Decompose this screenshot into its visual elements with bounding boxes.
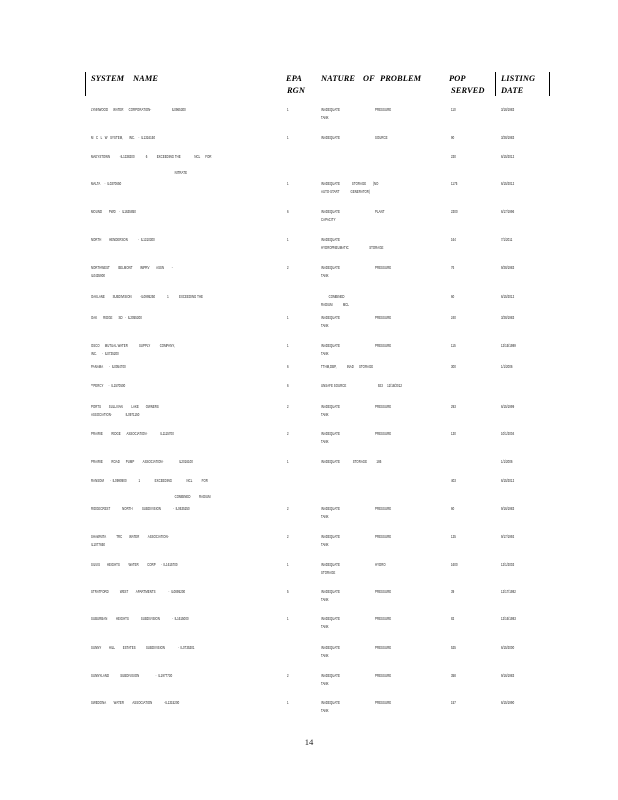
- system-name-line: SUNNY HILL ESTATES SUBDIVISION - IL0735301: [91, 645, 195, 650]
- system-name-line: MOUND PWD - IL1635850: [91, 209, 136, 214]
- nature-line: INADEQUATE: [321, 616, 340, 621]
- listing-date: 9/17/1992: [501, 534, 515, 539]
- nature-line: INADEQUATE: [321, 534, 340, 539]
- listing-date: 3/28/1983: [501, 135, 515, 140]
- header-name: NAME: [133, 74, 159, 83]
- nature-line: UNSAFE SOURCE 923 12/18/2012: [321, 383, 402, 388]
- system-name-line: OAK RIDGE SD - IL2055300: [91, 315, 142, 320]
- problem-type: PRESSURE: [375, 343, 392, 348]
- system-name-line: SHAWNITA TRC WATER ASSOCIATION-: [91, 534, 169, 539]
- listing-date: 6/15/2000: [501, 645, 515, 650]
- header-nature: NATURE: [321, 74, 356, 83]
- epa-region: 1: [287, 107, 289, 112]
- system-name-line: IL0435900: [91, 273, 106, 278]
- problem-type: PRESSURE: [375, 645, 392, 650]
- nature-line: TANK: [321, 273, 329, 278]
- system-name-line: PRAIRIE RIDGE ASSOCIATION- IL1115700: [91, 431, 174, 436]
- system-name-line: OAKLANE SUBDIVISION -IL0995250 1 EXCEEDING THE: [91, 294, 204, 299]
- population-served: 110: [451, 107, 456, 112]
- listing-date: 12/16/1983: [501, 616, 516, 621]
- problem-type: PRESSURE: [375, 616, 392, 621]
- system-name-line: PANAMA - IL0054700: [91, 364, 126, 369]
- population-served: 164: [451, 237, 456, 242]
- population-served: 403: [451, 478, 456, 483]
- system-name-line: ASSOCIATION- IL0971150: [91, 412, 140, 417]
- problem-type: PRESSURE: [375, 431, 392, 436]
- population-served: 300: [451, 364, 456, 369]
- nature-line: TANK: [321, 708, 329, 713]
- nature-line: INADEQUATE: [321, 431, 340, 436]
- nature-line: CAPACITY: [321, 217, 336, 222]
- nature-line: INADEQUATE: [321, 562, 340, 567]
- listing-date: 9/28/1983: [501, 265, 515, 270]
- listing-date: 12/1/2003: [501, 562, 515, 567]
- nature-line: INADEQUATE: [321, 700, 340, 705]
- problem-type: PRESSURE: [375, 265, 392, 270]
- header-pop: POP: [449, 74, 466, 83]
- epa-region: 1: [287, 343, 289, 348]
- problem-type: PRESSURE: [375, 534, 392, 539]
- system-name-line: PRAIRIE ROAD PUMP ASSOCIATION- IL2016100: [91, 459, 193, 464]
- epa-region: 2: [287, 431, 289, 436]
- population-served: 1175: [451, 181, 458, 186]
- system-name-line: RANSOM - IL0990900 1 EXCEEDING NCL FOR: [91, 478, 208, 483]
- nature-line: STORAGE: [321, 570, 336, 575]
- epa-region: 1: [287, 562, 289, 567]
- epa-region: 1: [287, 237, 289, 242]
- listing-date: 7/1/2011: [501, 237, 513, 242]
- epa-region: 1: [287, 181, 289, 186]
- system-name-line: STRATFORD WEST APARTMENTS - IL0895200: [91, 589, 186, 594]
- system-name-line: SWEDONA WATER ASSOCIATION -IL1315200: [91, 700, 180, 705]
- header-epa: EPA: [286, 74, 302, 83]
- listing-date: 6/15/2012: [501, 294, 515, 299]
- population-served: 525: [451, 645, 456, 650]
- header-mid-rule: [495, 72, 496, 96]
- nature-line: TANK: [321, 323, 329, 328]
- population-served: 358: [451, 673, 456, 678]
- epa-region: 1: [287, 700, 289, 705]
- epa-region: 6: [287, 209, 289, 214]
- population-served: 157: [451, 700, 456, 705]
- listing-date: 6/15/2012: [501, 154, 515, 159]
- problem-type: PRESSURE: [375, 589, 392, 594]
- header-problem: PROBLEM: [380, 74, 422, 83]
- epa-region: 1: [287, 459, 289, 464]
- nature-line: INADEQUATE: [321, 315, 340, 320]
- system-name-line: LYNNWOOD WATER CORPORATION- IL0965300: [91, 107, 186, 112]
- nature-line: TANK: [321, 624, 329, 629]
- listing-date: 9/16/1983: [501, 506, 515, 511]
- problem-type: PRESSURE: [375, 700, 392, 705]
- header-system: SYSTEM: [91, 74, 125, 83]
- nature-line: INADEQUATE: [321, 589, 340, 594]
- system-name-line: NORTH HENDERSON - IL1310300: [91, 237, 155, 242]
- system-name-line: INC. - IL0735200: [91, 351, 119, 356]
- nature-line: INADEQUATE STORAGE 186: [321, 459, 382, 464]
- nature-line: TANK: [321, 351, 329, 356]
- epa-region: 1: [287, 135, 289, 140]
- nature-line: TANK: [321, 412, 329, 417]
- system-name-line: COMBINED RADIUM: [91, 494, 211, 499]
- nature-line: AUTO-START GENERATOR): [321, 189, 370, 194]
- listing-date: 6/15/2012: [501, 181, 515, 186]
- epa-region: 2: [287, 506, 289, 511]
- population-served: 293: [451, 404, 456, 409]
- problem-type: PRESSURE: [375, 673, 392, 678]
- population-served: 82: [451, 616, 455, 621]
- system-name-line: SILVIS HEIGHTS WATER CORP - IL1615700: [91, 562, 178, 567]
- header-served: SERVED: [451, 86, 485, 95]
- header-of: OF: [363, 74, 375, 83]
- system-name-line: SUNNYLAND SUBDIVISION - IL1977730: [91, 673, 173, 678]
- listing-date: 1/1/2006: [501, 459, 513, 464]
- population-served: 130: [451, 431, 456, 436]
- population-served: 60: [451, 294, 455, 299]
- page-number: 14: [304, 737, 314, 747]
- nature-line: INADEQUATE STORAGE (NO: [321, 181, 379, 186]
- nature-line: TTHM,DBP, INAD STORAGE: [321, 364, 374, 369]
- nature-line: INADEQUATE: [321, 506, 340, 511]
- nature-line: TANK: [321, 681, 329, 686]
- epa-region: 2: [287, 534, 289, 539]
- population-served: 125: [451, 534, 456, 539]
- nature-line: INADEQUATE: [321, 209, 340, 214]
- header-rgn: RGN: [287, 86, 305, 95]
- listing-date: 6/15/1990: [501, 700, 515, 705]
- problem-type: PRESSURE: [375, 107, 392, 112]
- listing-date: 3/18/1983: [501, 107, 515, 112]
- nature-line: TANK: [321, 542, 329, 547]
- epa-region: 2: [287, 673, 289, 678]
- listing-date: 9/16/1983: [501, 673, 515, 678]
- epa-region: 1: [287, 315, 289, 320]
- nature-line: HYDROPNEUMATIC STORAGE: [321, 245, 384, 250]
- listing-date: 3/28/1983: [501, 315, 515, 320]
- header-listing: LISTING: [501, 74, 536, 83]
- population-served: 39: [451, 589, 455, 594]
- listing-date: 12/17/1982: [501, 589, 516, 594]
- nature-line: COMBINED: [321, 294, 345, 299]
- nature-line: TANK: [321, 653, 329, 658]
- nature-line: INADEQUATE: [321, 135, 340, 140]
- system-name-line: RIDGECREST NORTH SUBDIVISION - IL0635250: [91, 506, 190, 511]
- epa-region: 5: [287, 589, 289, 594]
- header-date: DATE: [501, 86, 524, 95]
- population-served: 90: [451, 135, 455, 140]
- nature-line: TANK: [321, 115, 329, 120]
- problem-type: PLANT: [375, 209, 385, 214]
- system-name-line: OSCO MUTUAL WATER SUPPLY COMPANY,: [91, 343, 175, 348]
- system-name-line: NORTHWEST BELMONT IMPRV ASSN -: [91, 265, 173, 270]
- nature-line: TANK: [321, 597, 329, 602]
- problem-type: PRESSURE: [375, 506, 392, 511]
- system-name-line: NITRATE: [91, 170, 188, 175]
- nature-line: TANK: [321, 439, 329, 444]
- header-left-rule: [85, 72, 86, 96]
- population-served: 2300: [451, 209, 458, 214]
- listing-date: 12/15/1989: [501, 343, 516, 348]
- system-name-line: M C L W SYSTEM, INC. - IL1316150: [91, 135, 156, 140]
- system-name-line: **PERCY - IL1570500: [91, 383, 126, 388]
- epa-region: 6: [287, 383, 289, 388]
- nature-line: INADEQUATE: [321, 343, 340, 348]
- population-served: 240: [451, 315, 456, 320]
- epa-region: 6: [287, 364, 289, 369]
- population-served: 230: [451, 154, 456, 159]
- population-served: 1600: [451, 562, 458, 567]
- nature-line: RADIUM MCL: [321, 302, 350, 307]
- nature-line: INADEQUATE: [321, 673, 340, 678]
- population-served: 60: [451, 506, 455, 511]
- nature-line: INADEQUATE: [321, 645, 340, 650]
- population-served: 76: [451, 265, 455, 270]
- epa-region: 2: [287, 265, 289, 270]
- epa-region: 1: [287, 616, 289, 621]
- nature-line: INADEQUATE: [321, 404, 340, 409]
- system-name-line: SUBURBAN HEIGHTS SUBDIVISION - IL1615000: [91, 616, 189, 621]
- listing-date: 6/17/1996: [501, 209, 515, 214]
- nature-line: TANK: [321, 514, 329, 519]
- nature-line: INADEQUATE: [321, 237, 340, 242]
- listing-date: 6/15/1999: [501, 404, 515, 409]
- listing-date: 6/15/2012: [501, 478, 515, 483]
- problem-type: PRESSURE: [375, 315, 392, 320]
- epa-region: 2: [287, 404, 289, 409]
- listing-date: 1/1/2006: [501, 364, 513, 369]
- system-name-line: IL1077650: [91, 542, 106, 547]
- nature-line: INADEQUATE: [321, 265, 340, 270]
- header-right-rule: [549, 72, 550, 96]
- problem-type: SOURCE: [375, 135, 388, 140]
- problem-type: PRESSURE: [375, 404, 392, 409]
- nature-line: INADEQUATE: [321, 107, 340, 112]
- listing-date: 10/1/2004: [501, 431, 515, 436]
- system-name-line: MAEYSTOWN -IL1338200 6 EXCEEDING THE NCL FOR: [91, 154, 212, 159]
- system-name-line: MALTA - IL0370650: [91, 181, 122, 186]
- population-served: 115: [451, 343, 456, 348]
- problem-type: HYDRO: [375, 562, 386, 567]
- system-name-line: PORTS SULLIVAN LAKE OWNERS: [91, 404, 159, 409]
